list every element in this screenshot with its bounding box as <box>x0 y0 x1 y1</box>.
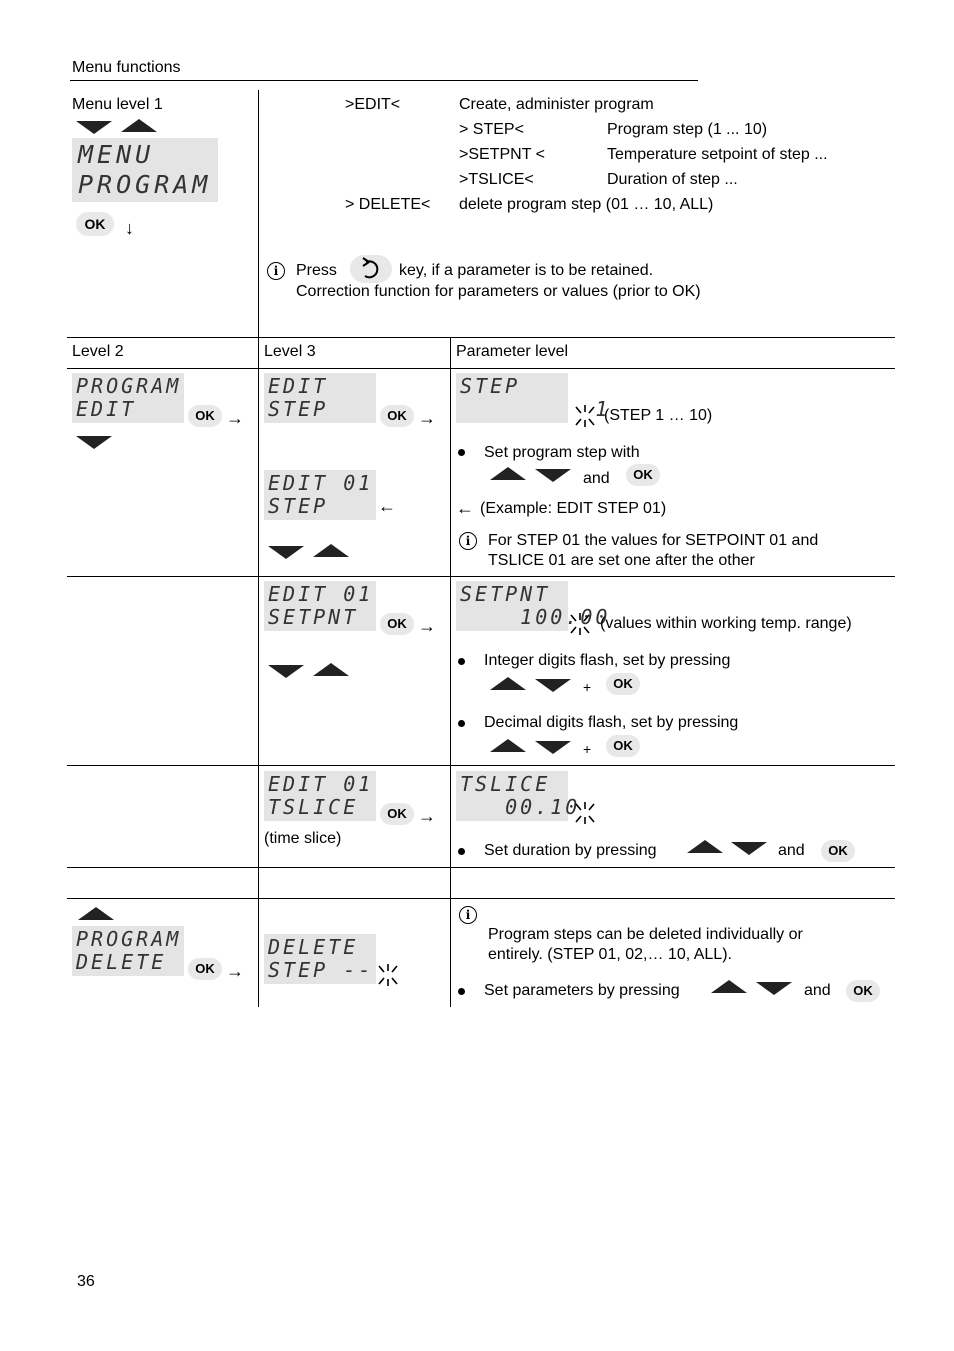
down-arrow-icon <box>268 546 304 559</box>
lcd-display: MENU PROGRAM <box>72 138 218 202</box>
bullet <box>458 658 465 665</box>
arrow-right-icon: → <box>418 806 436 826</box>
header-param: Parameter level <box>456 343 569 360</box>
row-rule <box>67 368 895 369</box>
lcd-display: EDIT 01 SETPNT <box>264 581 376 631</box>
tslice-desc: Duration of step ... <box>607 171 738 188</box>
arrow-right-icon: → <box>226 408 244 428</box>
plus-text: + <box>583 741 592 757</box>
and-text: and <box>778 842 805 859</box>
down-arrow-icon <box>535 741 571 754</box>
step-range: (STEP 1 … 10) <box>604 407 713 424</box>
down-arrow-icon <box>76 121 112 134</box>
ok-button-icon: OK <box>380 613 414 635</box>
up-arrow-icon <box>313 663 349 676</box>
up-arrow-icon <box>313 544 349 557</box>
down-arrow-icon <box>731 842 767 855</box>
lcd-display: SETPNT 100.00 <box>456 581 568 631</box>
plus-text: + <box>583 679 592 695</box>
column-divider-1 <box>258 90 259 1007</box>
bullet <box>458 720 465 727</box>
arrow-left-icon: ← <box>378 496 396 516</box>
ok-button-icon: OK <box>606 673 640 695</box>
delete-desc: delete program step (01 … 10, ALL) <box>459 196 714 213</box>
row-rule <box>67 576 895 577</box>
note-line2: Correction function for parameters or values (prior to OK) <box>296 283 701 300</box>
example-text: (Example: EDIT STEP 01) <box>480 500 667 517</box>
ok-button-icon: OK <box>188 405 222 427</box>
ok-button-icon: OK <box>76 212 114 236</box>
setpnt-desc: Temperature setpoint of step ... <box>607 146 828 163</box>
ok-button-icon: OK <box>821 840 855 862</box>
down-arrow-icon <box>535 679 571 692</box>
and-text: and <box>804 982 831 999</box>
header-level3: Level 3 <box>264 343 316 360</box>
row-rule <box>67 765 895 766</box>
bullet-duration: Set duration by pressing <box>484 842 657 859</box>
bullet <box>458 848 465 855</box>
ok-button-icon: OK <box>380 405 414 427</box>
section-title: Menu functions <box>72 59 181 76</box>
up-arrow-icon <box>490 739 526 752</box>
bullet <box>458 449 465 456</box>
arrow-right-icon: → <box>226 961 244 981</box>
note-press: Press <box>296 262 337 279</box>
down-arrow-icon <box>268 665 304 678</box>
flashing-icon <box>574 403 596 429</box>
bullet-parameters: Set parameters by pressing <box>484 982 680 999</box>
row-rule <box>67 867 895 868</box>
up-arrow-icon <box>490 467 526 480</box>
info-icon: i <box>267 262 285 280</box>
setpnt-key: >SETPNT < <box>459 146 545 163</box>
setpnt-range: (values within working temp. range) <box>600 615 852 632</box>
lcd-display: EDIT 01 STEP <box>264 470 376 520</box>
header-level2: Level 2 <box>72 343 124 360</box>
info-icon: i <box>459 532 477 550</box>
ok-button-icon: OK <box>846 980 880 1002</box>
ok-button-icon: OK <box>380 803 414 825</box>
bullet-text: Set program step with <box>484 444 640 461</box>
down-arrow-icon <box>535 469 571 482</box>
lcd-display: STEP 1 <box>456 373 568 423</box>
info-icon: i <box>459 906 477 924</box>
up-arrow-icon <box>121 119 157 132</box>
time-slice-note: (time slice) <box>264 830 342 847</box>
up-arrow-icon <box>687 840 723 853</box>
lcd-display: EDIT 01 TSLICE <box>264 771 376 821</box>
arrow-right-icon: → <box>418 408 436 428</box>
step-desc: Program step (1 ... 10) <box>607 121 768 138</box>
lcd-display: PROGRAM EDIT <box>72 373 184 423</box>
info-line2: TSLICE 01 are set one after the other <box>488 552 755 569</box>
lcd-display: PROGRAM DELETE <box>72 926 184 976</box>
lcd-display: EDIT STEP <box>264 373 376 423</box>
lcd-display: DELETE STEP -- <box>264 934 376 984</box>
page-number: 36 <box>77 1273 95 1290</box>
info-line2: entirely. (STEP 01, 02,… 10, ALL). <box>488 946 732 963</box>
info-line1: For STEP 01 the values for SETPOINT 01 and <box>488 532 819 549</box>
row-rule <box>67 898 895 899</box>
down-arrow-icon <box>756 982 792 995</box>
bullet <box>458 988 465 995</box>
flashing-icon <box>574 800 596 826</box>
step-key: > STEP< <box>459 121 524 138</box>
note-rest: key, if a parameter is to be retained. <box>399 262 654 279</box>
up-arrow-icon <box>711 980 747 993</box>
row-rule <box>67 337 895 338</box>
arrow-right-icon: → <box>418 616 436 636</box>
up-arrow-icon <box>490 677 526 690</box>
up-arrow-icon <box>78 907 114 920</box>
ok-button-icon: OK <box>626 464 660 486</box>
flashing-icon <box>569 611 591 637</box>
bullet-decimal: Decimal digits flash, set by pressing <box>484 714 739 731</box>
down-arrow-icon <box>76 436 112 449</box>
ok-button-icon: OK <box>606 735 640 757</box>
menu-level-label: Menu level 1 <box>72 96 163 113</box>
column-divider-2 <box>450 338 451 1007</box>
ok-button-icon: OK <box>188 958 222 980</box>
info-line1: Program steps can be deleted individually or <box>488 926 803 943</box>
arrow-left-icon: ← <box>456 498 474 518</box>
and-text: and <box>583 470 610 487</box>
tslice-key: >TSLICE< <box>459 171 534 188</box>
header-rule <box>70 80 698 81</box>
bullet-integer: Integer digits flash, set by pressing <box>484 652 731 669</box>
edit-desc: Create, administer program <box>459 96 654 113</box>
delete-key: > DELETE< <box>345 196 431 213</box>
return-key-icon <box>350 255 392 283</box>
arrow-down-icon: ↓ <box>125 218 134 238</box>
edit-key: >EDIT< <box>345 96 401 113</box>
flashing-icon <box>377 962 399 988</box>
lcd-display: TSLICE 00.10 <box>456 771 568 821</box>
